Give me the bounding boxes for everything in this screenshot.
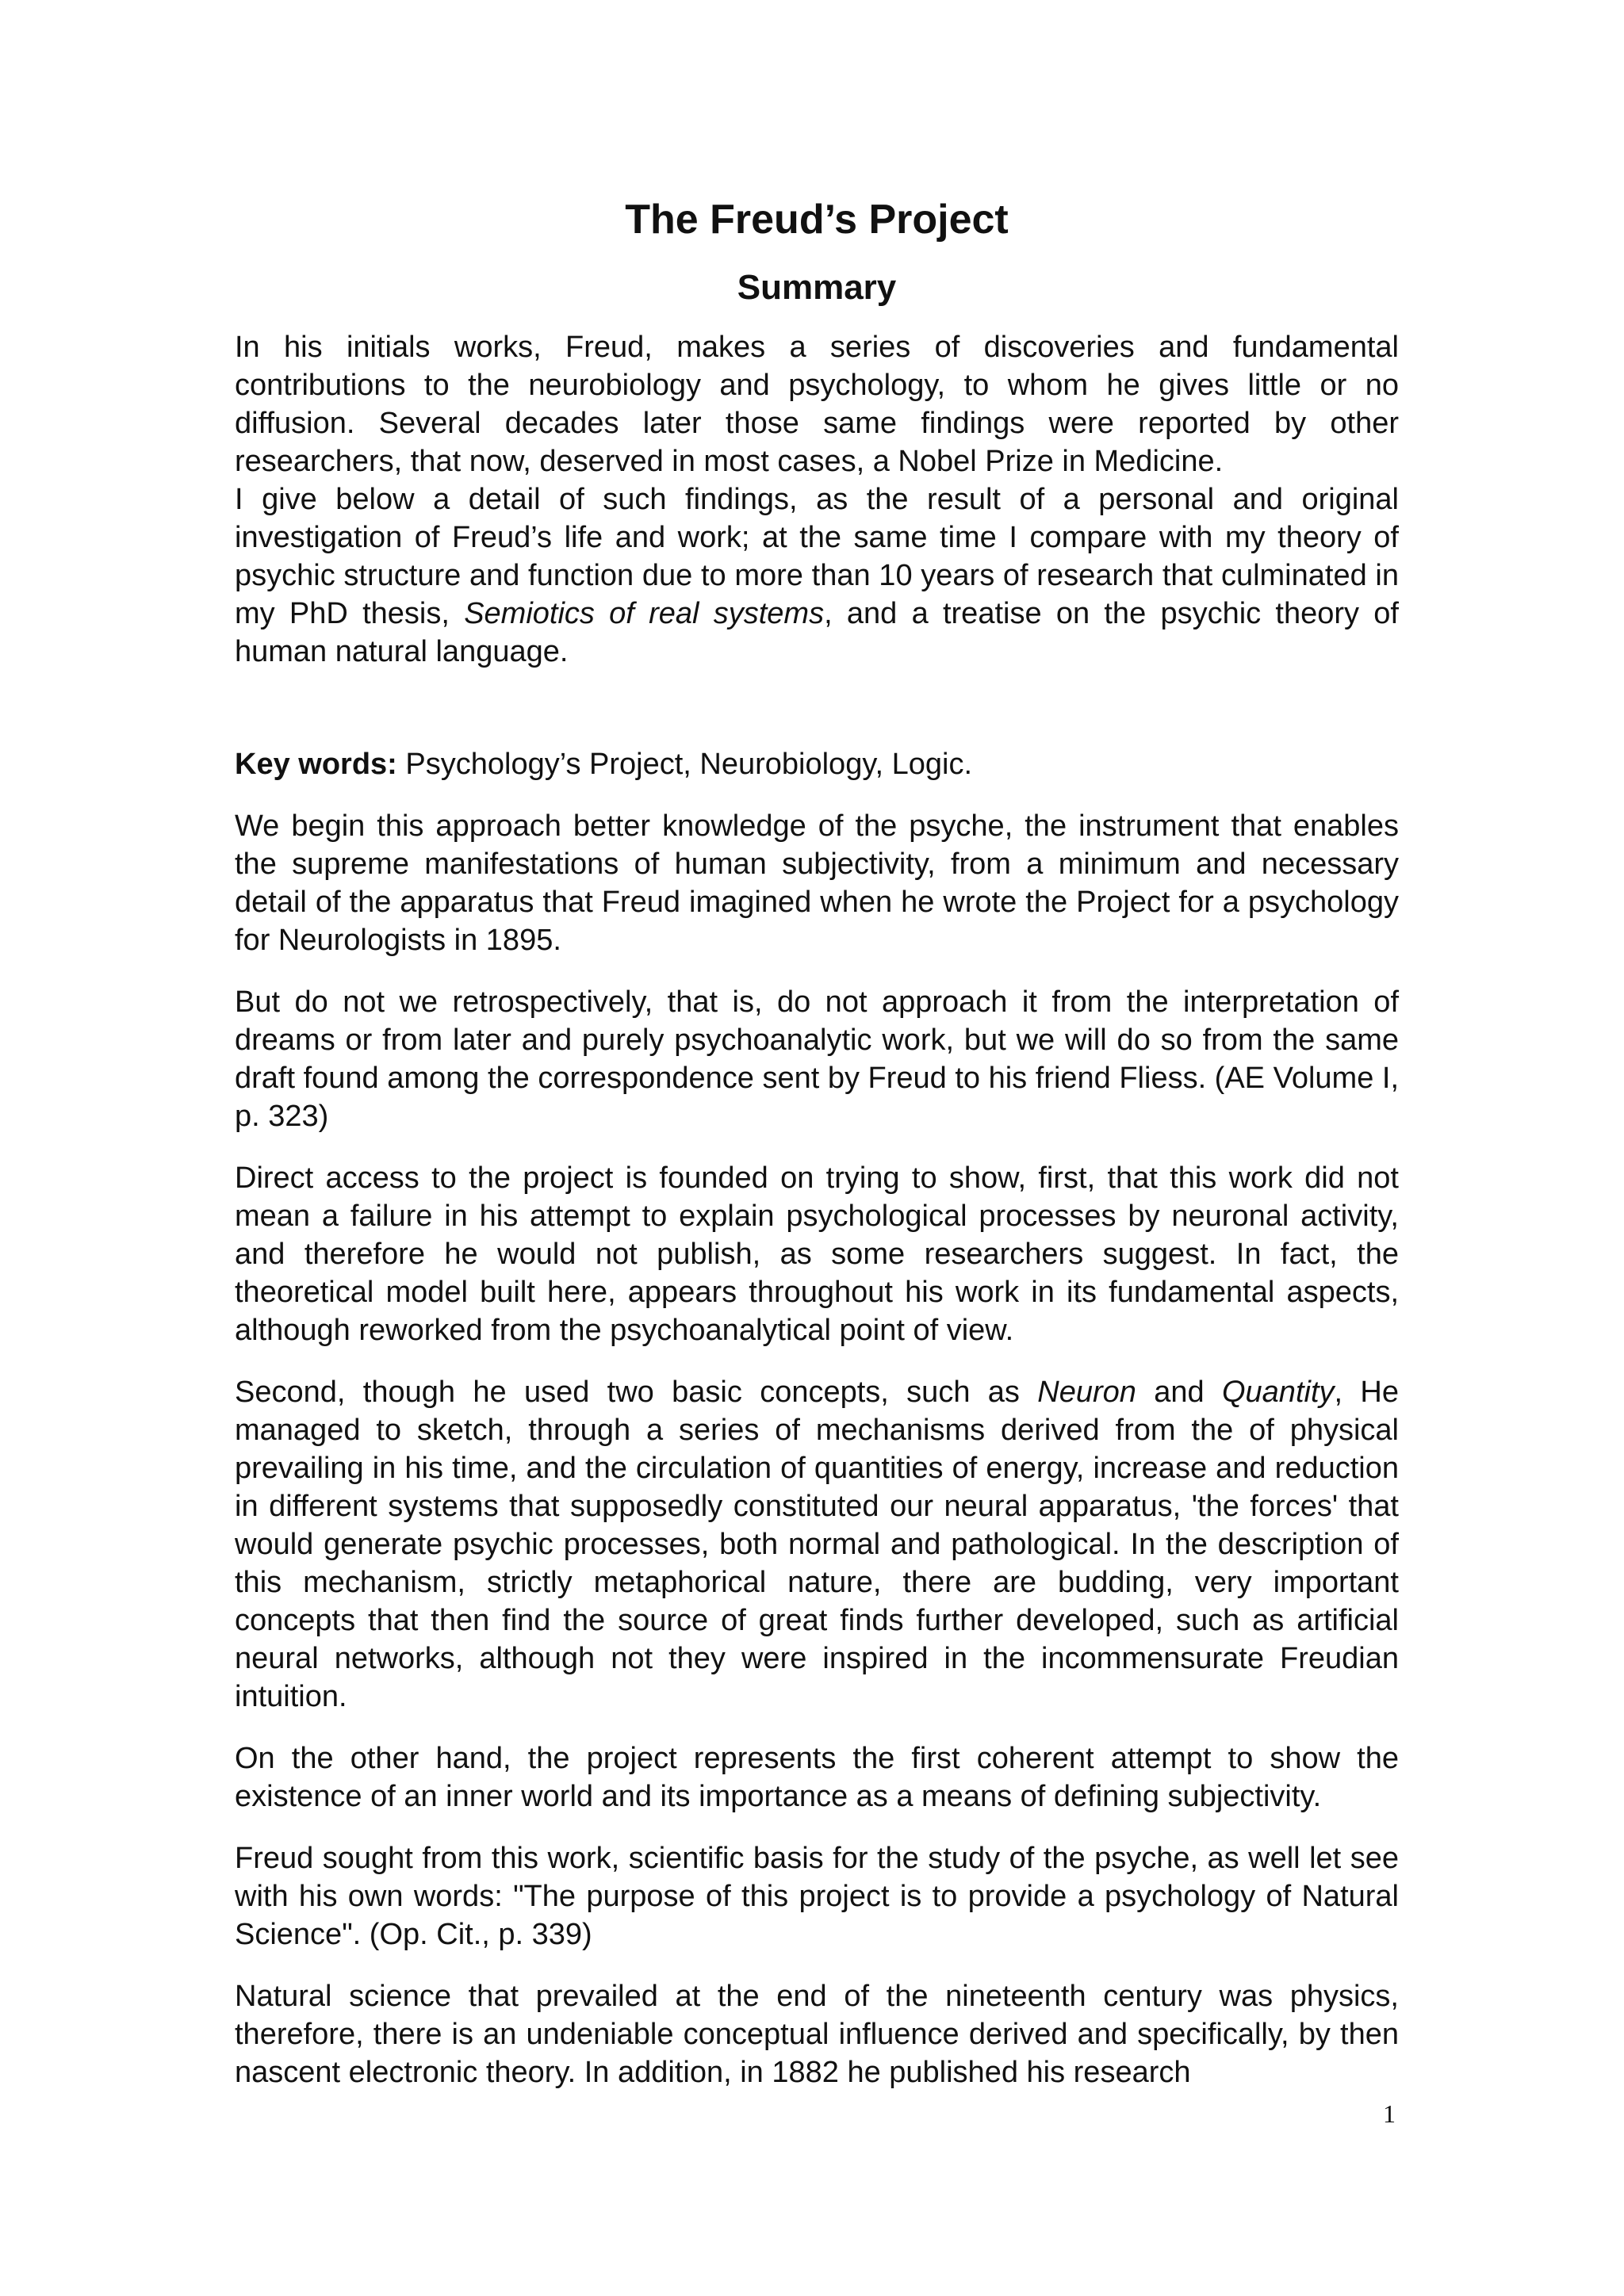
- document-page: [235, 184, 1399, 2091]
- body-text: , He managed to sketch, through a series of mechanisms derived from the of physical prevailing in his time, and the circulation of quantities of energy, increase and reduction in different systems that supposedly constituted our neural apparatus, 'the forces' that would generate psychic processes, both normal and pathological. In the description of this mechanism, strictly metaphorical nature, there are budding, very important concepts that then find the source of great finds further developed, such as artificial neural networks, although not they were inspired in the incommensurate Freudian intuition.: [235, 1376, 1399, 1713]
- keywords-label: Key words:: [235, 748, 397, 781]
- body-text: and: [1136, 1376, 1222, 1409]
- keywords-line: [235, 745, 1399, 783]
- document-title: The Freud’s Project: [625, 197, 1009, 243]
- summary-text: , and a treatise on the psychic theory of human natural language.: [235, 597, 1399, 668]
- summary-paragraph: [235, 480, 1399, 671]
- body-paragraph: Direct access to the project is founded on trying to show, first, that this work did not mean a failure in his attempt to explain psychological processes by neuronal activity, and therefore he would not publish, as some researchers suggest. In fact, the theoretical model built here, appears throughout his work in its fundamental aspects, although reworked from the psychoanalytical point of view.: [235, 1161, 1399, 1347]
- body-paragraph: We begin this approach better knowledge of the psyche, the instrument that enables the supreme manifestations of human subjectivity, from a minimum and necessary detail of the apparatus that Freud imagined when he wrote the Project for a psychology for Neurologists in 1895.: [235, 809, 1399, 957]
- concept-quantity: Quantity: [1221, 1376, 1335, 1409]
- section-subtitle: Summary: [737, 268, 897, 307]
- page-number: 1: [1383, 2099, 1396, 2128]
- body-paragraph: On the other hand, the project represents the first coherent attempt to show the existence of an inner world and its importance as a means of defining subjectivity.: [235, 1742, 1399, 1813]
- keywords-value: Psychology’s Project, Neurobiology, Logic.: [396, 748, 973, 781]
- summary-text: I give below a detail of such findings, as the result of a personal and original investigation of Freud’s life and work; at the same time I compare with my theory of psychic structure and function due to more than 10 years of research that culminated in my PhD thesis,: [235, 483, 1399, 630]
- body-paragraph: Natural science that prevailed at the end of the nineteenth century was physics, therefore, there is an undeniable conceptual influence derived and specifically, by then nascent electronic theory. In addition, in 1882 he published his research: [235, 1980, 1399, 2089]
- summary-block: [235, 328, 1399, 671]
- summary-paragraph: In his initials works, Freud, makes a series of discoveries and fundamental contributions to the neurobiology and psychology, to whom he gives little or no diffusion. Several decades later those same findings were reported by other researchers, that now, deserved in most cases, a Nobel Prize in Medicine.: [235, 331, 1399, 478]
- body-paragraph: Freud sought from this work, scientific basis for the study of the psyche, as well let see with his own words: "The purpose of this project is to provide a psychology of Natural Science". (Op. Cit., p. 339): [235, 1842, 1399, 1951]
- body-text: Second, though he used two basic concepts, such as: [235, 1376, 1038, 1409]
- body-paragraph: [235, 1373, 1399, 1716]
- thesis-title: Semiotics of real systems: [464, 597, 825, 630]
- concept-neuron: Neuron: [1037, 1376, 1136, 1409]
- body-paragraph: But do not we retrospectively, that is, do not approach it from the interpretation of dreams or from later and purely psychoanalytic work, but we will do so from the same draft found among the correspondence sent by Freud to his friend Fliess. (AE Volume I, p. 323): [235, 985, 1400, 1133]
